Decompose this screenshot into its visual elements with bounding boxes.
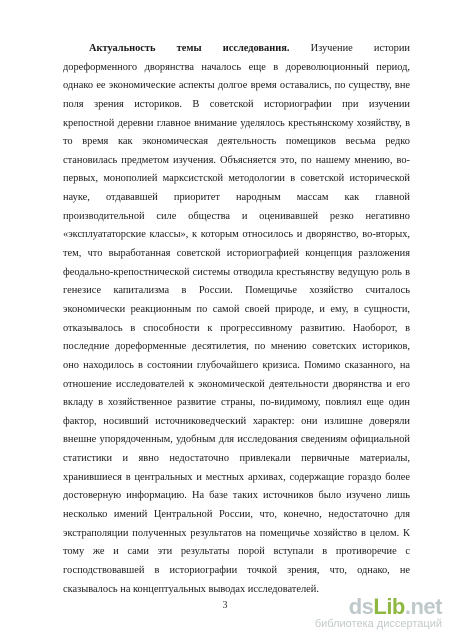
- text-line: тому же и сами эти результаты порой вступали в противоречие с: [63, 546, 410, 558]
- dslib-watermark[interactable]: [315, 596, 442, 630]
- logo-part-net: .net: [404, 594, 442, 619]
- text-line: экономически реакционным по самой своей природе, и ему, в сущности,: [63, 303, 410, 315]
- text-line: дореформенного дворянства началось еще в дореволюционный период,: [63, 61, 410, 73]
- text-line: «эксплуататорские классы», к которым относилось и дворянство, во-вторых,: [63, 229, 410, 241]
- text-line: внешне упорядоченным, удобным для исследования сведениям официальной: [63, 434, 410, 446]
- text-line: крепостной деревни главное внимание уделялось крестьянскому хозяйству, в: [63, 117, 410, 129]
- logo-part-lib: Lib: [373, 594, 405, 619]
- text-line: фактор, носивший источниковедческий характер: они излишне доверяли: [63, 415, 410, 427]
- body-text: [63, 40, 410, 599]
- text-line: господствовавшей в историографии точкой зрения, что, однако, не: [63, 564, 410, 576]
- text-line: последние дореформенные десятилетия, по мнению советских историков,: [63, 341, 410, 353]
- section-heading: Актуальность темы исследования.: [89, 43, 290, 54]
- text-line: экстраполяции полученных результатов на помещичье хозяйство в целом. К: [63, 527, 410, 539]
- text-line: достоверную информацию. На базе таких источников было изучено лишь: [63, 490, 410, 502]
- page-number: 3: [222, 600, 228, 611]
- text-line: несколько имений Центральной России, что, конечно, недостаточно для: [63, 509, 410, 521]
- text-line: оно находилось в состоянии глубочайшего кризиса. Помимо сказанного, на: [63, 359, 410, 371]
- watermark-caption: библиотека диссертаций: [314, 618, 442, 630]
- text-line-first: [63, 40, 410, 59]
- text-line: вкладу в хозяйственное развитие страны, по-видимому, повлиял еще один: [63, 397, 410, 409]
- text-line: феодально-крепостнической системы отводила крестьянству ведущую роль в: [63, 266, 410, 278]
- text-line: отказывалось в способности к прогрессивному развитию. Наоборот, в: [63, 322, 410, 334]
- text-line: статистики и явно недостаточно привлекали первичные материалы,: [63, 453, 410, 465]
- dslib-logo: [349, 594, 442, 619]
- text-line: однако ее экономические аспекты долгое время оставались, по существу, вне: [63, 80, 410, 92]
- text-line: становилась предметом изучения. Объясняется это, по нашему мнению, во-: [63, 154, 410, 166]
- text-line-0-rest: Изучение истории: [310, 43, 410, 54]
- text-line: генезисе капитализма в России. Помещичье хозяйство считалось: [63, 285, 410, 297]
- text-line: хранившиеся в центральных и местных архивах, содержащие гораздо более: [63, 471, 410, 483]
- logo-part-ds: ds: [348, 594, 374, 619]
- text-line: то время как экономическая деятельность помещиков весьма редко: [63, 136, 410, 148]
- text-line: поля зрения историков. В советской историографии при изучении: [63, 98, 410, 110]
- text-line: науке, отдававшей приоритет народным массам как главной: [63, 192, 410, 204]
- text-line-last: сказывалось на концептуальных выводах исследователей.: [63, 583, 319, 595]
- text-line: первых, монополией марксистской методологии в советской исторической: [63, 173, 410, 185]
- text-line: тем, что выработанная советской историографией концепция разложения: [63, 248, 410, 260]
- text-line: отношение исследователей к экономической деятельности дворянства и его: [63, 378, 410, 390]
- text-line: производительной силе общества и оценивавшей резко негативно: [63, 210, 410, 222]
